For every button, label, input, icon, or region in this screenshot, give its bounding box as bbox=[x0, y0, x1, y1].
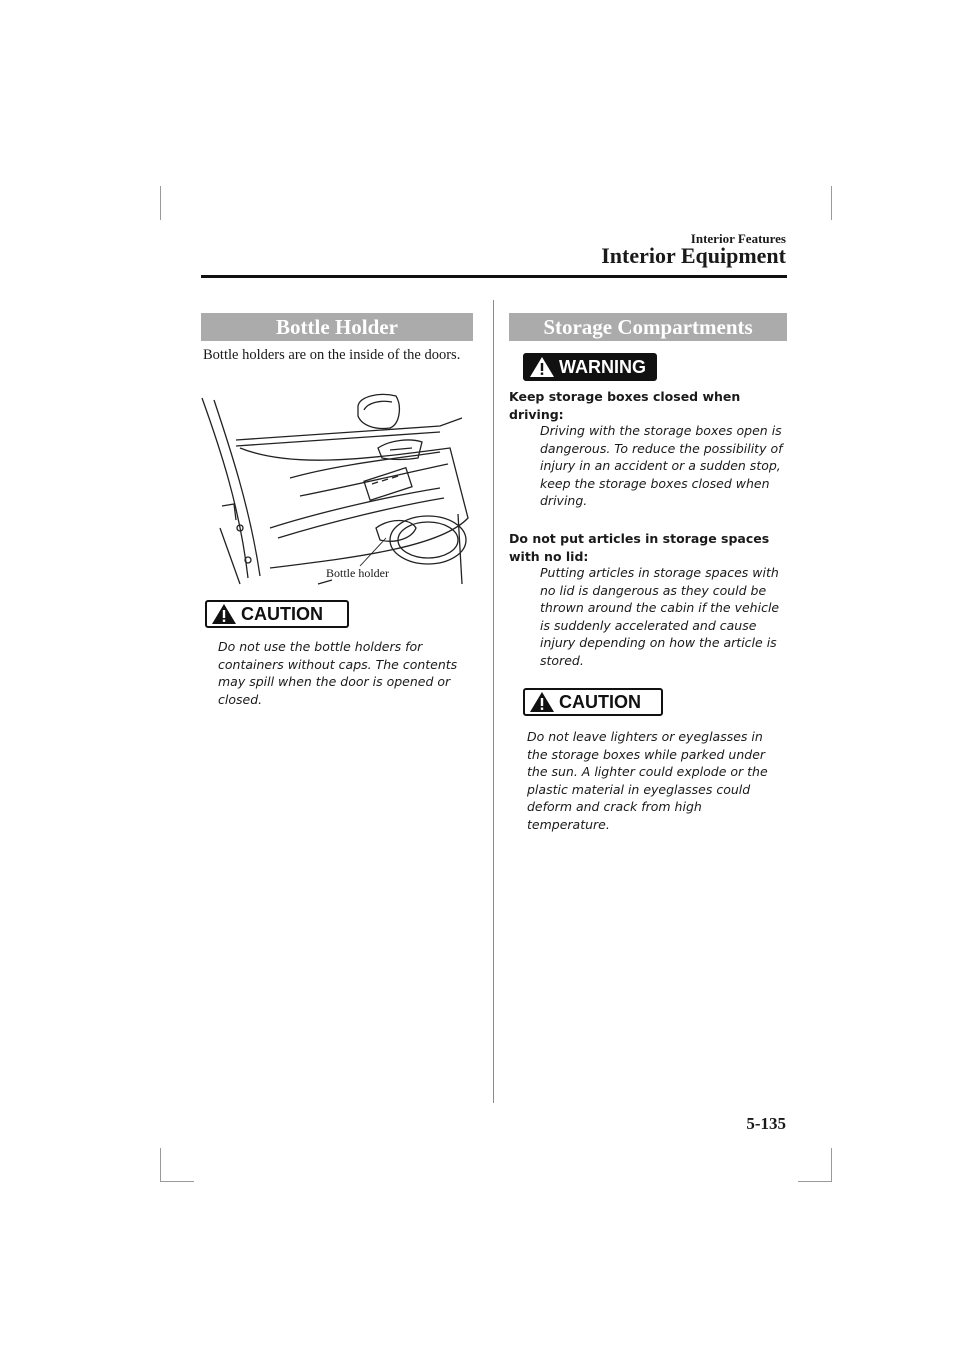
warning-triangle-icon bbox=[529, 691, 555, 713]
caution-label: CAUTION bbox=[241, 603, 323, 624]
caution-text: Do not leave lighters or eyeglasses in the storage boxes while parked under the sun. A lighter could explode or the plastic material in eyeglasses could deform and crack from high temperature. bbox=[527, 729, 768, 832]
warning-1-body: Driving with the storage boxes open is dangerous. To reduce the possibility of injury in an accident or a sudden stop, keep the storage boxes closed when driving. bbox=[540, 423, 783, 508]
chapter-title: Interior Features bbox=[690, 231, 786, 246]
caution-badge bbox=[523, 688, 663, 716]
warning-triangle-icon bbox=[529, 356, 555, 378]
figure-label: Bottle holder bbox=[326, 566, 389, 580]
header-rule bbox=[201, 275, 787, 278]
warning-2-title: Do not put articles in storage spaces with no lid: bbox=[509, 531, 770, 564]
warning-label: WARNING bbox=[559, 356, 646, 377]
crop-mark bbox=[160, 1181, 194, 1182]
warning-2-body: Putting articles in storage spaces with no lid is dangerous as they could be thrown around the cabin if the vehicle is suddenly accelerated and cause injury depending on how the article is stored. bbox=[540, 565, 780, 668]
crop-mark bbox=[160, 1148, 161, 1182]
warning-1-title: Keep storage boxes closed when driving: bbox=[509, 389, 741, 422]
caution-badge bbox=[205, 600, 349, 628]
bottle-holder-heading: Bottle Holder bbox=[201, 313, 473, 341]
crop-mark bbox=[831, 1148, 832, 1182]
crop-mark bbox=[160, 186, 161, 220]
bottle-holder-intro: Bottle holders are on the inside of the doors. bbox=[203, 347, 461, 363]
caution-text: Do not use the bottle holders for containers without caps. The contents may spill when the door is opened or closed. bbox=[218, 639, 458, 707]
page-number: 5-135 bbox=[746, 1114, 786, 1133]
storage-heading: Storage Compartments bbox=[509, 313, 787, 341]
caution-label: CAUTION bbox=[559, 691, 641, 712]
crop-mark bbox=[798, 1181, 832, 1182]
door-interior-illustration bbox=[200, 388, 475, 588]
warning-triangle-icon bbox=[211, 603, 237, 625]
warning-badge bbox=[523, 353, 657, 381]
crop-mark bbox=[831, 186, 832, 220]
column-divider bbox=[493, 300, 494, 1103]
section-title: Interior Equipment bbox=[601, 243, 786, 268]
